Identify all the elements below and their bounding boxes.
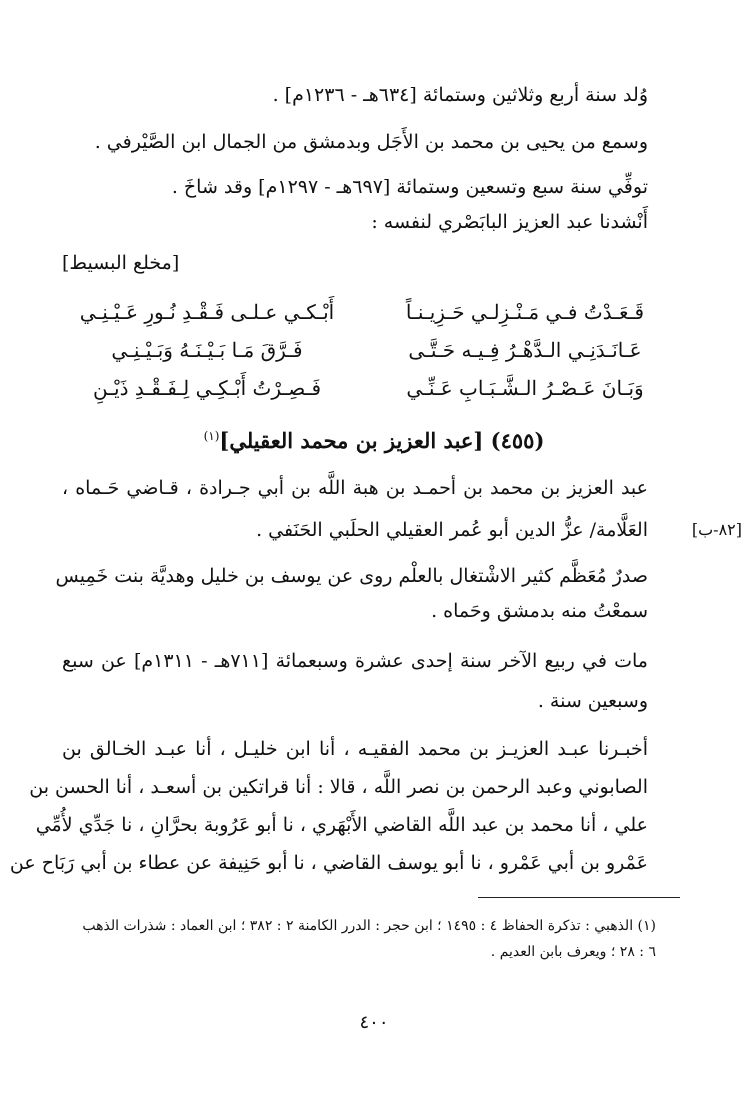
text-line: أَنْشدنا عبد العزيز البابَصْري لنفسه :	[371, 211, 648, 233]
verse-hemistich-first: قَـعَـدْتُ فـي مَـنْـزِلـي حَـزِيـنـاً	[405, 300, 645, 324]
text-line: سمعْتُ منه بدمشق وحَماه .	[431, 600, 648, 622]
verse-hemistich-second: أَبْـكـي عـلـى فَـقْـدِ نُـورِ عَـيْـنِـي	[79, 300, 335, 324]
text-line: توفِّي سنة سبع وتسعين وستمائة [٦٩٧هـ - ١٢٩٧م] وقد شاخَ .	[171, 176, 648, 198]
text-line: وُلد سنة أربع وثلاثين وستمائة [٦٣٤هـ - ١٢٣٦م] .	[272, 84, 648, 106]
entry-heading	[0, 428, 748, 453]
text-line: العَلَّامة/ عزُّ الدين أبو عُمر العقيلي الحلَبي الحَنَفي .	[256, 519, 648, 541]
text-line: عَمْرو بن أبي عَمْرو ، نا أبو يوسف القاضي ، نا أبو حَنِيفة عن عطاء بن أبي رَبَاح عن	[9, 852, 648, 874]
verse-hemistich-first: وَبَـانَ عَـصْـرُ الـشَّـبَـابِ عَـنِّـي	[406, 376, 644, 400]
manuscript-folio-note: [٨٢-ب]	[691, 520, 742, 539]
text-line: عبد العزيز بن محمد بن أحمـد بن هبة اللَّه بن أبي جـرادة ، قـاضي حَـماه ،	[62, 477, 648, 499]
footnote-line: (١) الذهبي : تذكرة الحفاظ ٤ : ١٤٩٥ ؛ ابن حجر : الدرر الكامنة ٢ : ٣٨٢ ؛ ابن العماد : شذرات الذهب	[82, 918, 656, 934]
verse-hemistich-first: عَـانَـدَنِـي الـدَّهْـرُ فِـيـه حَـتَّـى	[408, 338, 642, 362]
text-line: الصابوني وعبد الرحمن بن نصر اللَّه ، قالا : أنا قراتكين بن أسعـد ، أنا الحسن بن	[29, 776, 648, 798]
footnote-divider	[478, 897, 680, 898]
text-line: مات في ربيع الآخر سنة إحدى عشرة وسبعمائة [٧١١هـ - ١٣١١م] عن سبع	[62, 650, 648, 672]
text-line: علي ، أنا محمد بن عبد اللَّه القاضي الأَبْهَري ، نا أبو عَرُوبة بحرَّانِ ، نا جَدِّي لأُمِّي	[35, 814, 648, 836]
text-line: وسبعين سنة .	[537, 690, 648, 712]
verse-hemistich-second: فَـرَّقَ مَـا بَـيْـنَـهُ وَبَـيْـنِـي	[111, 338, 303, 362]
footnote-line: ٦ : ٢٨ ؛ ويعرف بابن العديم .	[490, 944, 656, 960]
text-line: صدرٌ مُعَظَّم كثير الاشْتغال بالعلْم روى عن يوسف بن خليل وهديَّة بنت خَمِيس	[55, 565, 648, 587]
meter-label: [مخلع البسيط]	[62, 252, 180, 274]
text-line: أخبـرنا عبـد العزيـز بن محمد الفقيـه ، أنا ابن خليـل ، أنا عبـد الخـالق بن	[62, 738, 648, 760]
text-line: وسمع من يحيى بن محمد بن الأَجَل وبدمشق من الجمال ابن الصَّيْرفي .	[94, 131, 648, 153]
page-number: ٤٠٠	[359, 1012, 389, 1033]
entry-heading-text: (٤٥٥) [عبد العزيز بن محمد العقيلي]	[219, 428, 545, 453]
verse-hemistich-second: فَـصِـرْتُ أَبْـكِـي لِـفَـقْـدِ ذَيْـنِ	[92, 376, 322, 400]
footnote-marker: (١)	[203, 429, 220, 443]
